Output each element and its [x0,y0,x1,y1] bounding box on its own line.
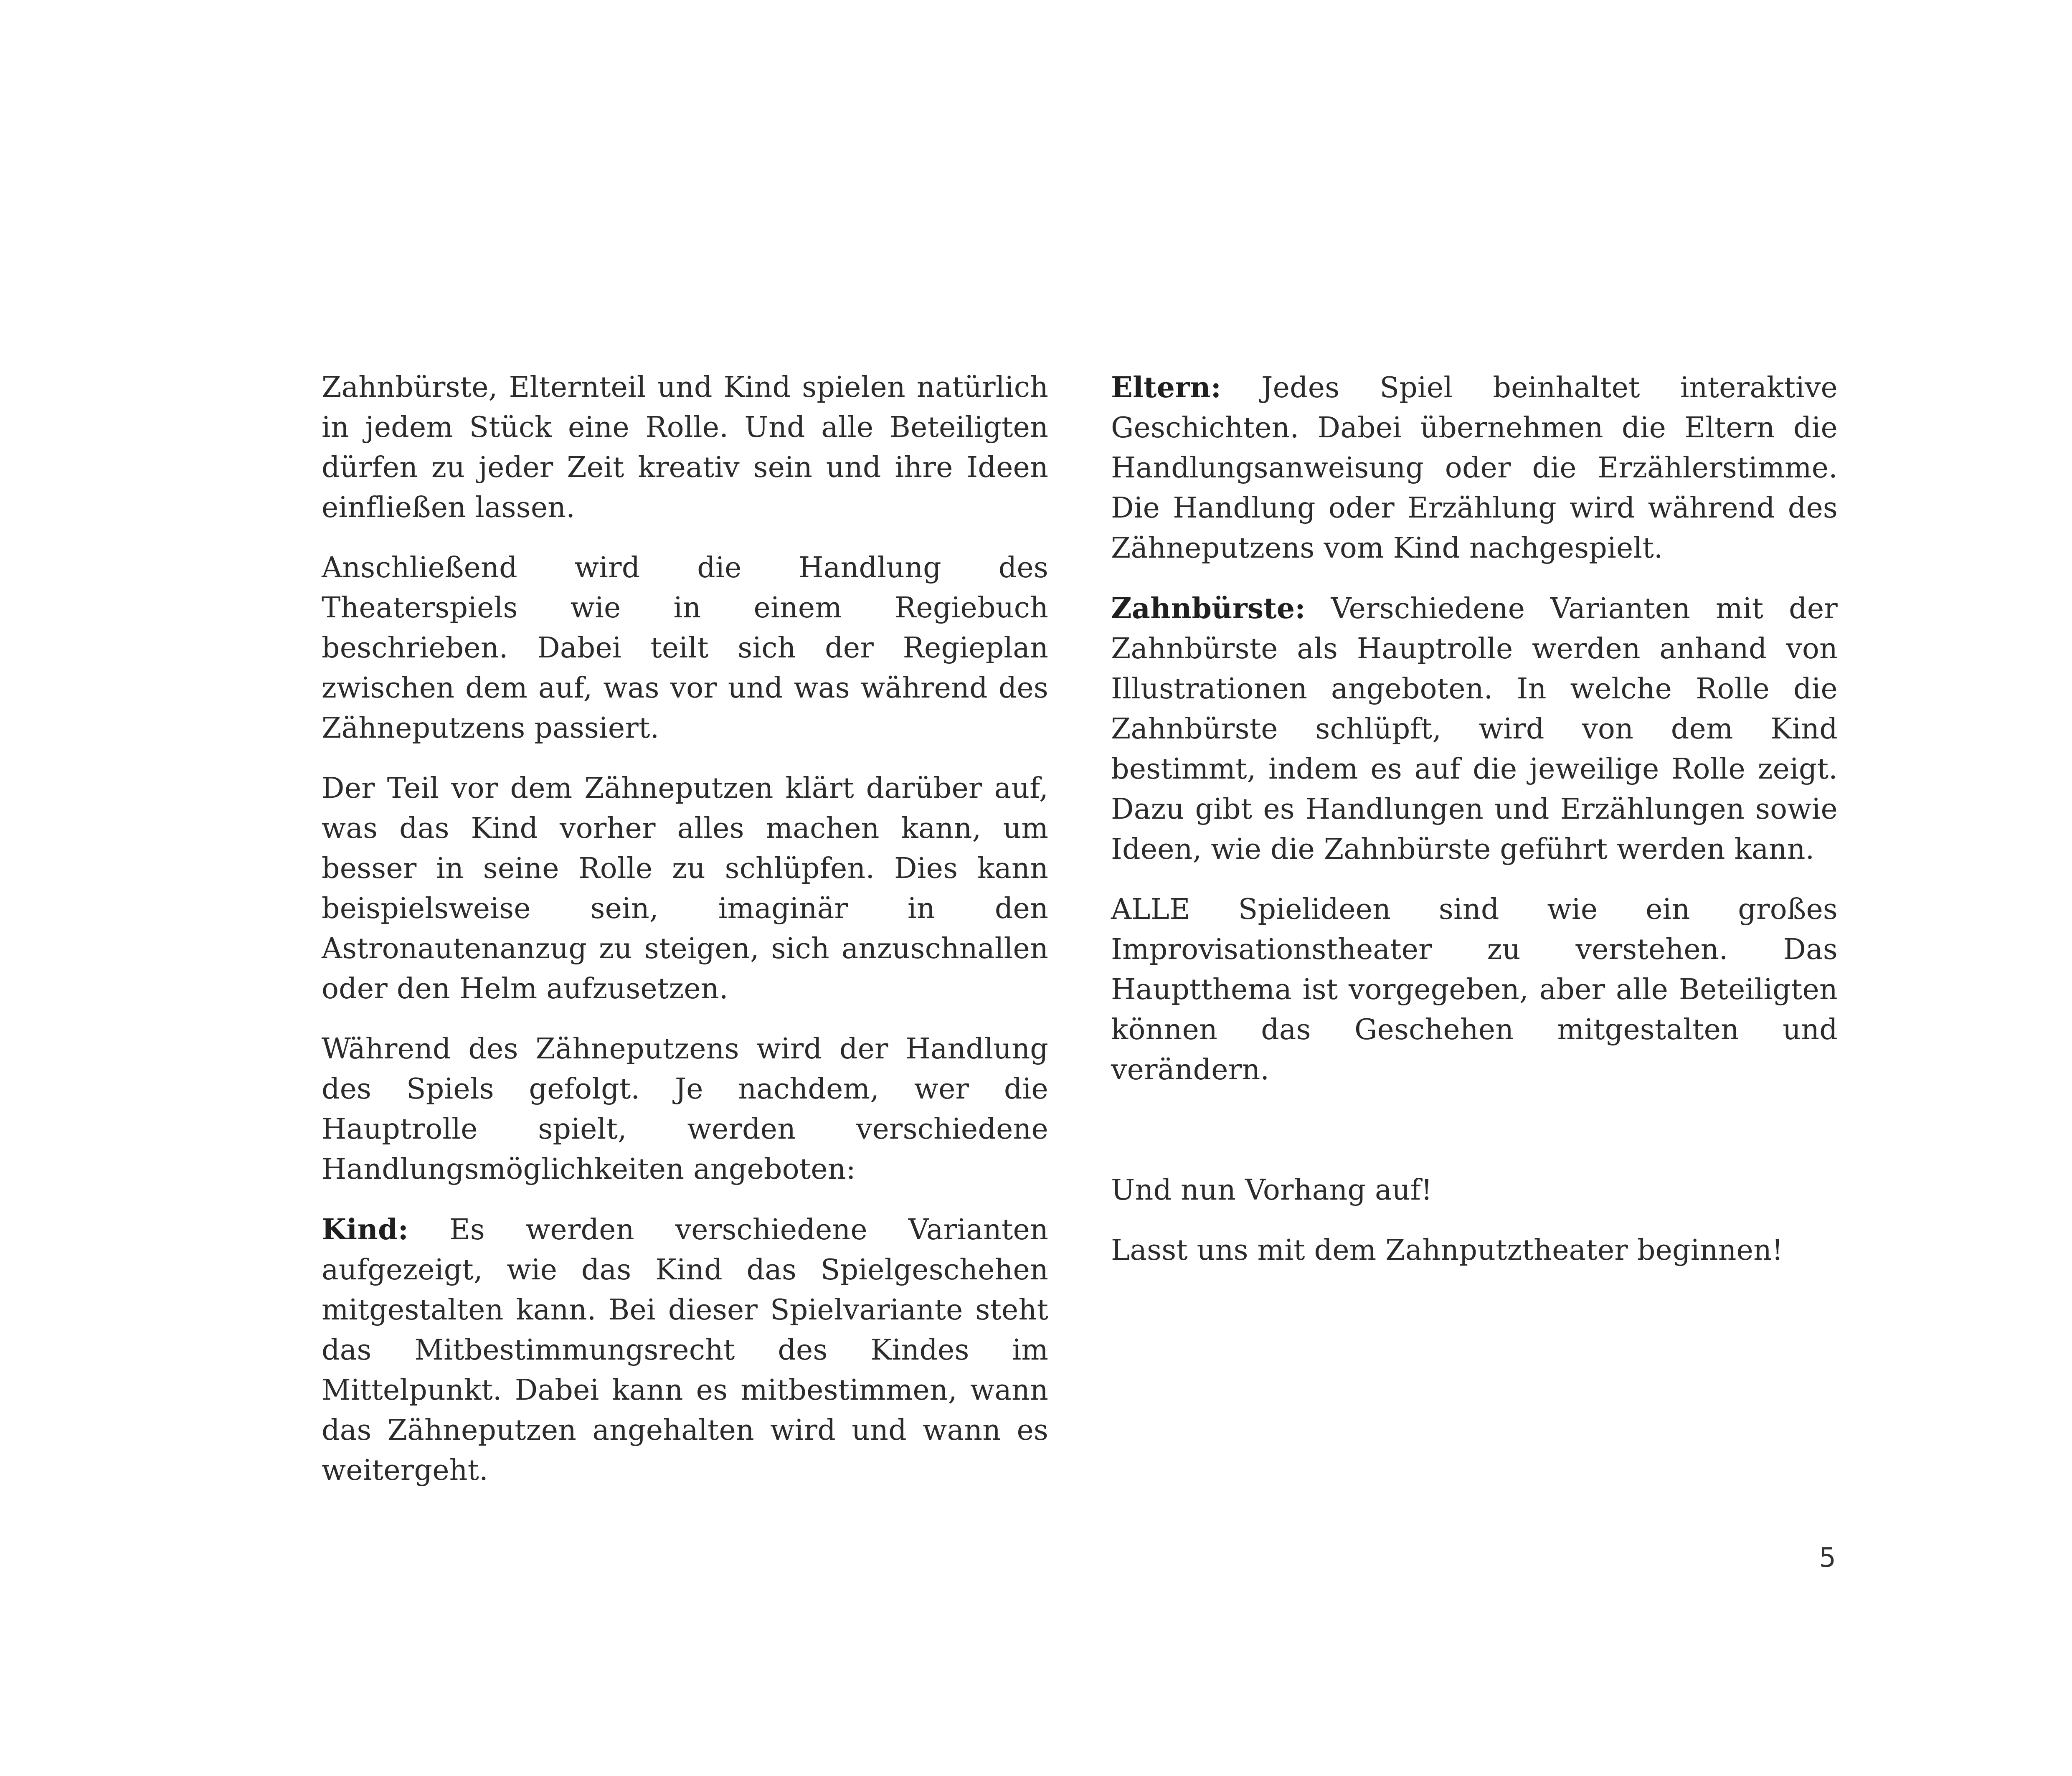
paragraph-kind [322,1210,1048,1491]
paragraph-spacer [1111,1110,1838,1170]
paragraph-eltern [1111,368,1838,568]
eltern-label: Eltern: [1111,371,1222,404]
paragraph-during-brushing: Während des Zähneputzens wird der Handlung des Spiels gefolgt. Je nachdem, wer die Hauptrolle spielt, werden verschiedene Handlungsmöglichkeiten angeboten: [322,1033,1048,1186]
paragraph-regiebuch: Anschließend wird die Handlung des Theaterspiels wie in einem Regiebuch beschrieben. Dabei teilt sich der Regieplan zwischen dem auf, was vor und was während des Zähneputzens passiert. [322,551,1048,745]
right-column [1111,368,1838,1291]
paragraph-roles-intro: Zahnbürste, Elternteil und Kind spielen natürlich in jedem Stück eine Rolle. Und alle Beteiligten dürfen zu jeder Zeit kreativ sein und ihre Ideen einfließen lassen. [322,371,1048,524]
paragraph-improvisation: ALLE Spielideen sind wie ein großes Improvisationstheater zu verstehen. Das Hauptthema ist vorgegeben, aber alle Beteiligten können das Geschehen mitgestalten und verändern. [1111,893,1838,1086]
eltern-text: Jedes Spiel beinhaltet interaktive Geschichten. Dabei übernehmen die Eltern die Handlungsanweisung oder die Erzählerstimme. Die Handlung oder Erzählung wird während des Zähneputzens vom Kind nachgespielt. [1111,371,1838,565]
left-column [322,368,1048,1511]
zahnbuerste-text: Verschiedene Varianten mit der Zahnbürste als Hauptrolle werden anhand von Illustrationen angeboten. In welche Rolle die Zahnbürste schlüpft, wird von dem Kind bestimmt, indem es auf die jeweilige Rolle zeigt. Dazu gibt es Handlungen und Erzählungen sowie Ideen, wie die Zahnbürste geführt werden kann. [1111,592,1838,866]
paragraph-vorhang: Und nun Vorhang auf! [1111,1174,1433,1207]
paragraph-before-brushing: Der Teil vor dem Zähneputzen klärt darüber auf, was das Kind vorher alles machen kann, um besser in seine Rolle zu schlüpfen. Dies kann beispielsweise sein, imaginär in den Astronautenanzug zu steigen, sich anzuschnallen oder den Helm aufzusetzen. [322,772,1048,1005]
paragraph-zahnbuerste [1111,589,1838,870]
paragraph-beginnen: Lasst uns mit dem Zahnputztheater beginnen! [1111,1234,1783,1267]
zahnbuerste-label: Zahnbürste: [1111,592,1306,625]
kind-label: Kind: [322,1213,409,1246]
page-number: 5 [1819,1543,1836,1573]
kind-text: Es werden verschiedene Varianten aufgezeigt, wie das Kind das Spielgeschehen mitgestalten kann. Bei dieser Spielvariante steht das Mitbestimmungsrecht des Kindes im Mittelpunkt. Dabei kann es mitbestimmen, wann das Zähneputzen angehalten wird und wann es weitergeht. [322,1213,1048,1487]
